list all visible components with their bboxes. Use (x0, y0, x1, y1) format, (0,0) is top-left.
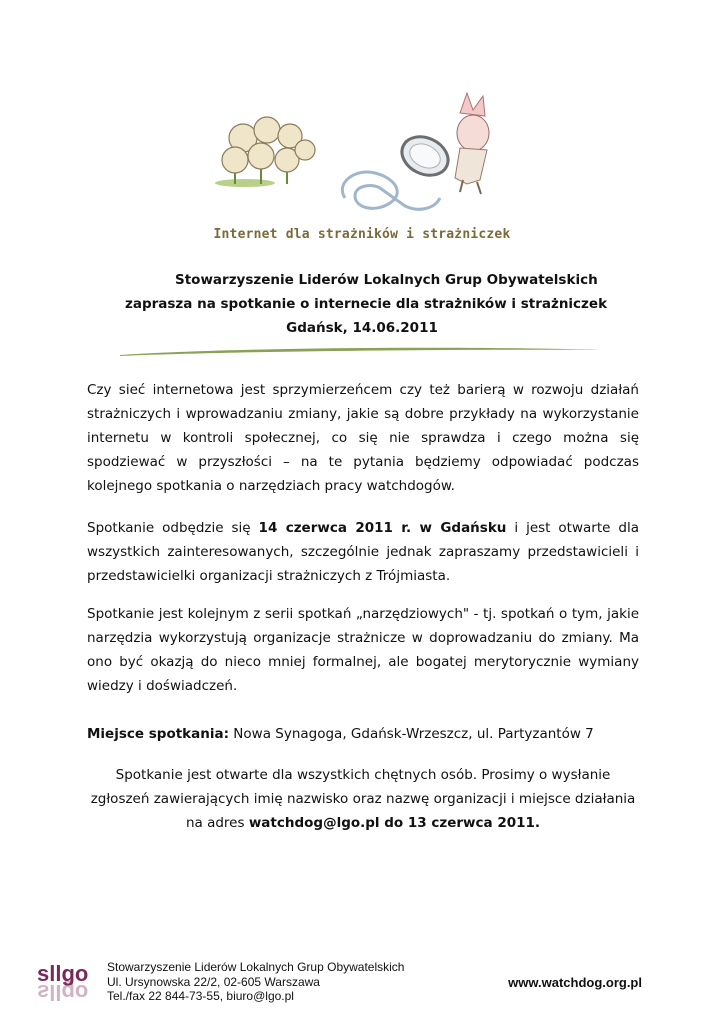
footer-website-link[interactable]: www.watchdog.org.pl (508, 975, 642, 990)
mushroom-group (215, 117, 315, 187)
venue-value: Nowa Synagoga, Gdańsk-Wrzeszcz, ul. Partyzantów 7 (229, 726, 594, 742)
date-paragraph-start: Spotkanie odbędzie się (87, 520, 259, 536)
mushroom-characters-illustration (205, 88, 505, 223)
footer-org-name: Stowarzyszenie Liderów Lokalnych Grup Obywatelskich (107, 960, 405, 974)
swirl-e-icon (342, 172, 440, 209)
footer-contact: Tel./fax 22 844-73-55, biuro@lgo.pl (107, 989, 294, 1003)
intro-paragraph: Czy sieć internetowa jest sprzymierzeńcem czy też barierą w rozwoju działań strażniczych i wprowadzaniu zmiany, jakie są dobre przykłady na wykorzystanie internetu w kontroli społecznej, co się nie sprawdza i czego można się spodziewać w przyszłości – na te pytania będziemy odpowiadać podczas kolejnego spotkania o narzędziach pracy watchdogów. (87, 382, 639, 494)
venue-line (87, 722, 639, 746)
footer-address: Ul. Ursynowska 22/2, 02-605 Warszawa (107, 974, 320, 989)
date-paragraph (87, 516, 639, 588)
venue-label: Miejsce spotkania: (87, 726, 230, 742)
registration-paragraph (87, 763, 639, 835)
sllgo-logo-icon (35, 955, 89, 1015)
series-paragraph: Spotkanie jest kolejnym z serii spotkań „narzędziowych" - tj. spotkań o tym, jakie narzędzia wykorzystują organizacje strażnicze w doprowadzaniu do zmiany. Ma ono być okazją do nieco mniej formalnej, ale bogatej merytorycznie wymiany wiedzy i doświadczeń. (87, 606, 639, 694)
logo-text: sllgo (37, 961, 89, 986)
place-date-heading: Gdańsk, 14.06.2011 (286, 320, 438, 336)
organizer-heading: Stowarzyszenie Liderów Lokalnych Grup Obywatelskich (175, 272, 598, 288)
illustration-tagline: Internet dla strażników i strażniczek (213, 227, 511, 242)
invitation-heading: zaprasza na spotkanie o internecie dla strażników i strażniczek (125, 296, 608, 312)
date-paragraph-end: i jest otwarte dla wszystkich zainteresowanych, szczególnie jednak zapraszamy przedstawicieli i przedstawicielki organizacji strażniczych z Trójmiasta. (87, 520, 639, 584)
king-character (455, 93, 489, 194)
logo-reflection: sllgo (37, 980, 89, 1005)
meeting-date-bold: 14 czerwca 2011 r. w Gdańsku (258, 520, 507, 536)
magnifier-icon (396, 130, 455, 183)
footer-address-block (107, 960, 404, 1004)
registration-text: Spotkanie jest otwarte dla wszystkich chętnych osób. Prosimy o wysłanie zgłoszeń zawierających imię nazwisko oraz nazwę organizacji i miejsce działania na adres (90, 767, 636, 831)
green-divider (120, 343, 600, 361)
registration-email-bold: watchdog@lgo.pl do 13 czerwca 2011. (248, 815, 541, 831)
